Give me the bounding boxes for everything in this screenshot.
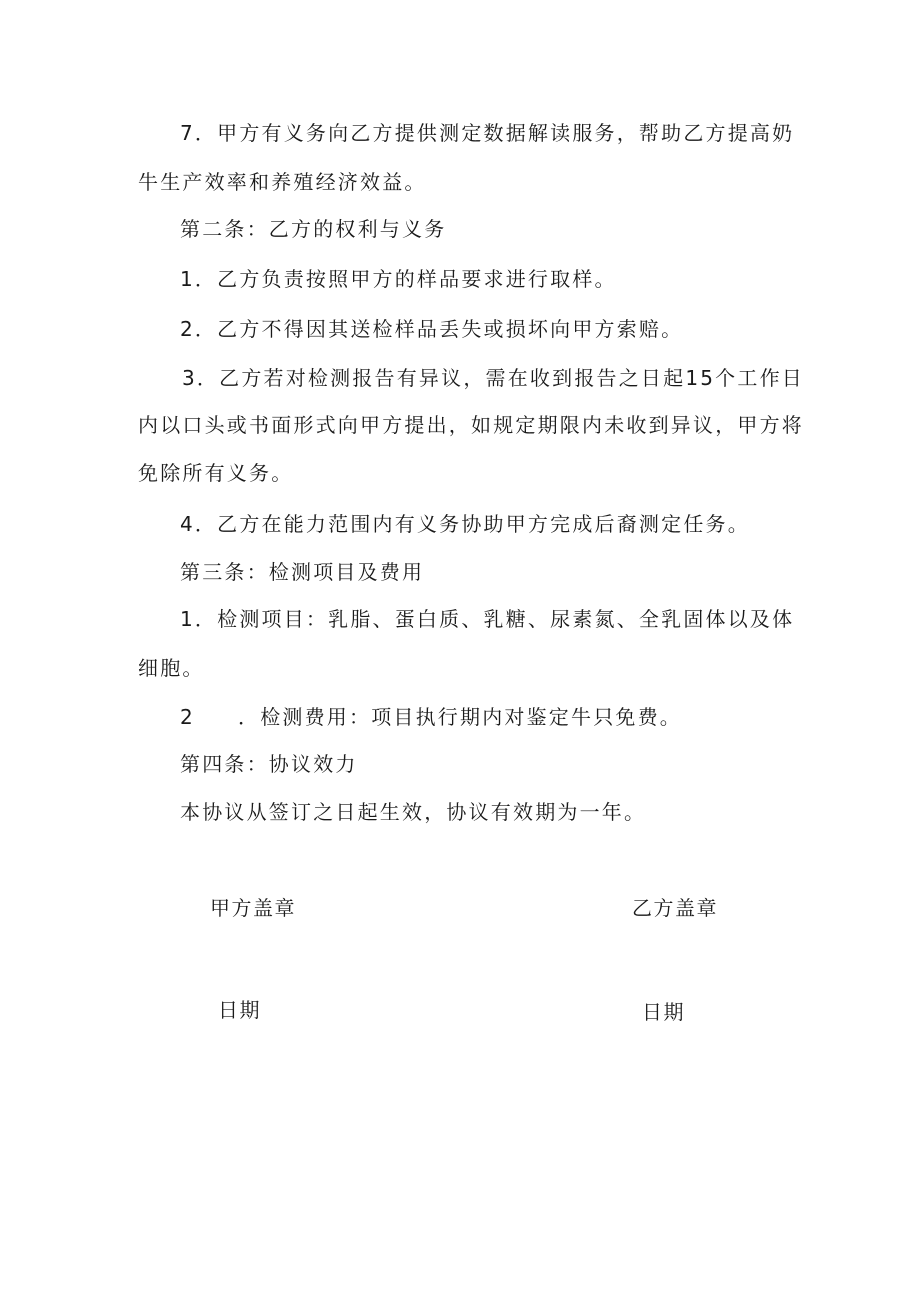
clause-4-text: 本协议从签订之日起生效，协议有效期为一年。 xyxy=(180,800,647,824)
clause-2-3-line-2: 内以口头或书面形式向甲方提出，如规定期限内未收到异议，甲方将 xyxy=(138,413,804,437)
clause-3-1-line-2: 细胞。 xyxy=(138,656,205,680)
clause-2-3-line-1: 3．乙方若对检测报告有异议，需在收到报告之日起15个工作日 xyxy=(182,366,804,390)
party-a-seal-label: 甲方盖章 xyxy=(210,896,296,920)
clause-1-7-line-2: 牛生产效率和养殖经济效益。 xyxy=(138,170,427,194)
party-b-date-label: 日期 xyxy=(642,1000,685,1024)
section-3-heading: 第三条：检测项目及费用 xyxy=(180,560,425,584)
party-a-date-label: 日期 xyxy=(218,998,261,1022)
clause-2-4: 4．乙方在能力范围内有义务协助甲方完成后裔测定任务。 xyxy=(180,512,750,536)
party-b-seal-label: 乙方盖章 xyxy=(632,896,718,920)
clause-2-3-line-3: 免除所有义务。 xyxy=(138,461,294,485)
clause-3-2-text: ．检测费用：项目执行期内对鉴定牛只免费。 xyxy=(238,705,682,729)
clause-1-7-line-1: 7．甲方有义务向乙方提供测定数据解读服务，帮助乙方提高奶 xyxy=(180,121,795,145)
clause-3-1-line-1: 1．检测项目：乳脂、蛋白质、乳糖、尿素氮、全乳固体以及体 xyxy=(180,607,795,631)
clause-3-2-number: 2 xyxy=(180,705,195,729)
section-2-heading: 第二条：乙方的权利与义务 xyxy=(180,217,447,241)
clause-2-1: 1．乙方负责按照甲方的样品要求进行取样。 xyxy=(180,267,617,291)
section-4-heading: 第四条：协议效力 xyxy=(180,752,358,776)
clause-2-2: 2．乙方不得因其送检样品丢失或损坏向甲方索赔。 xyxy=(180,317,684,341)
